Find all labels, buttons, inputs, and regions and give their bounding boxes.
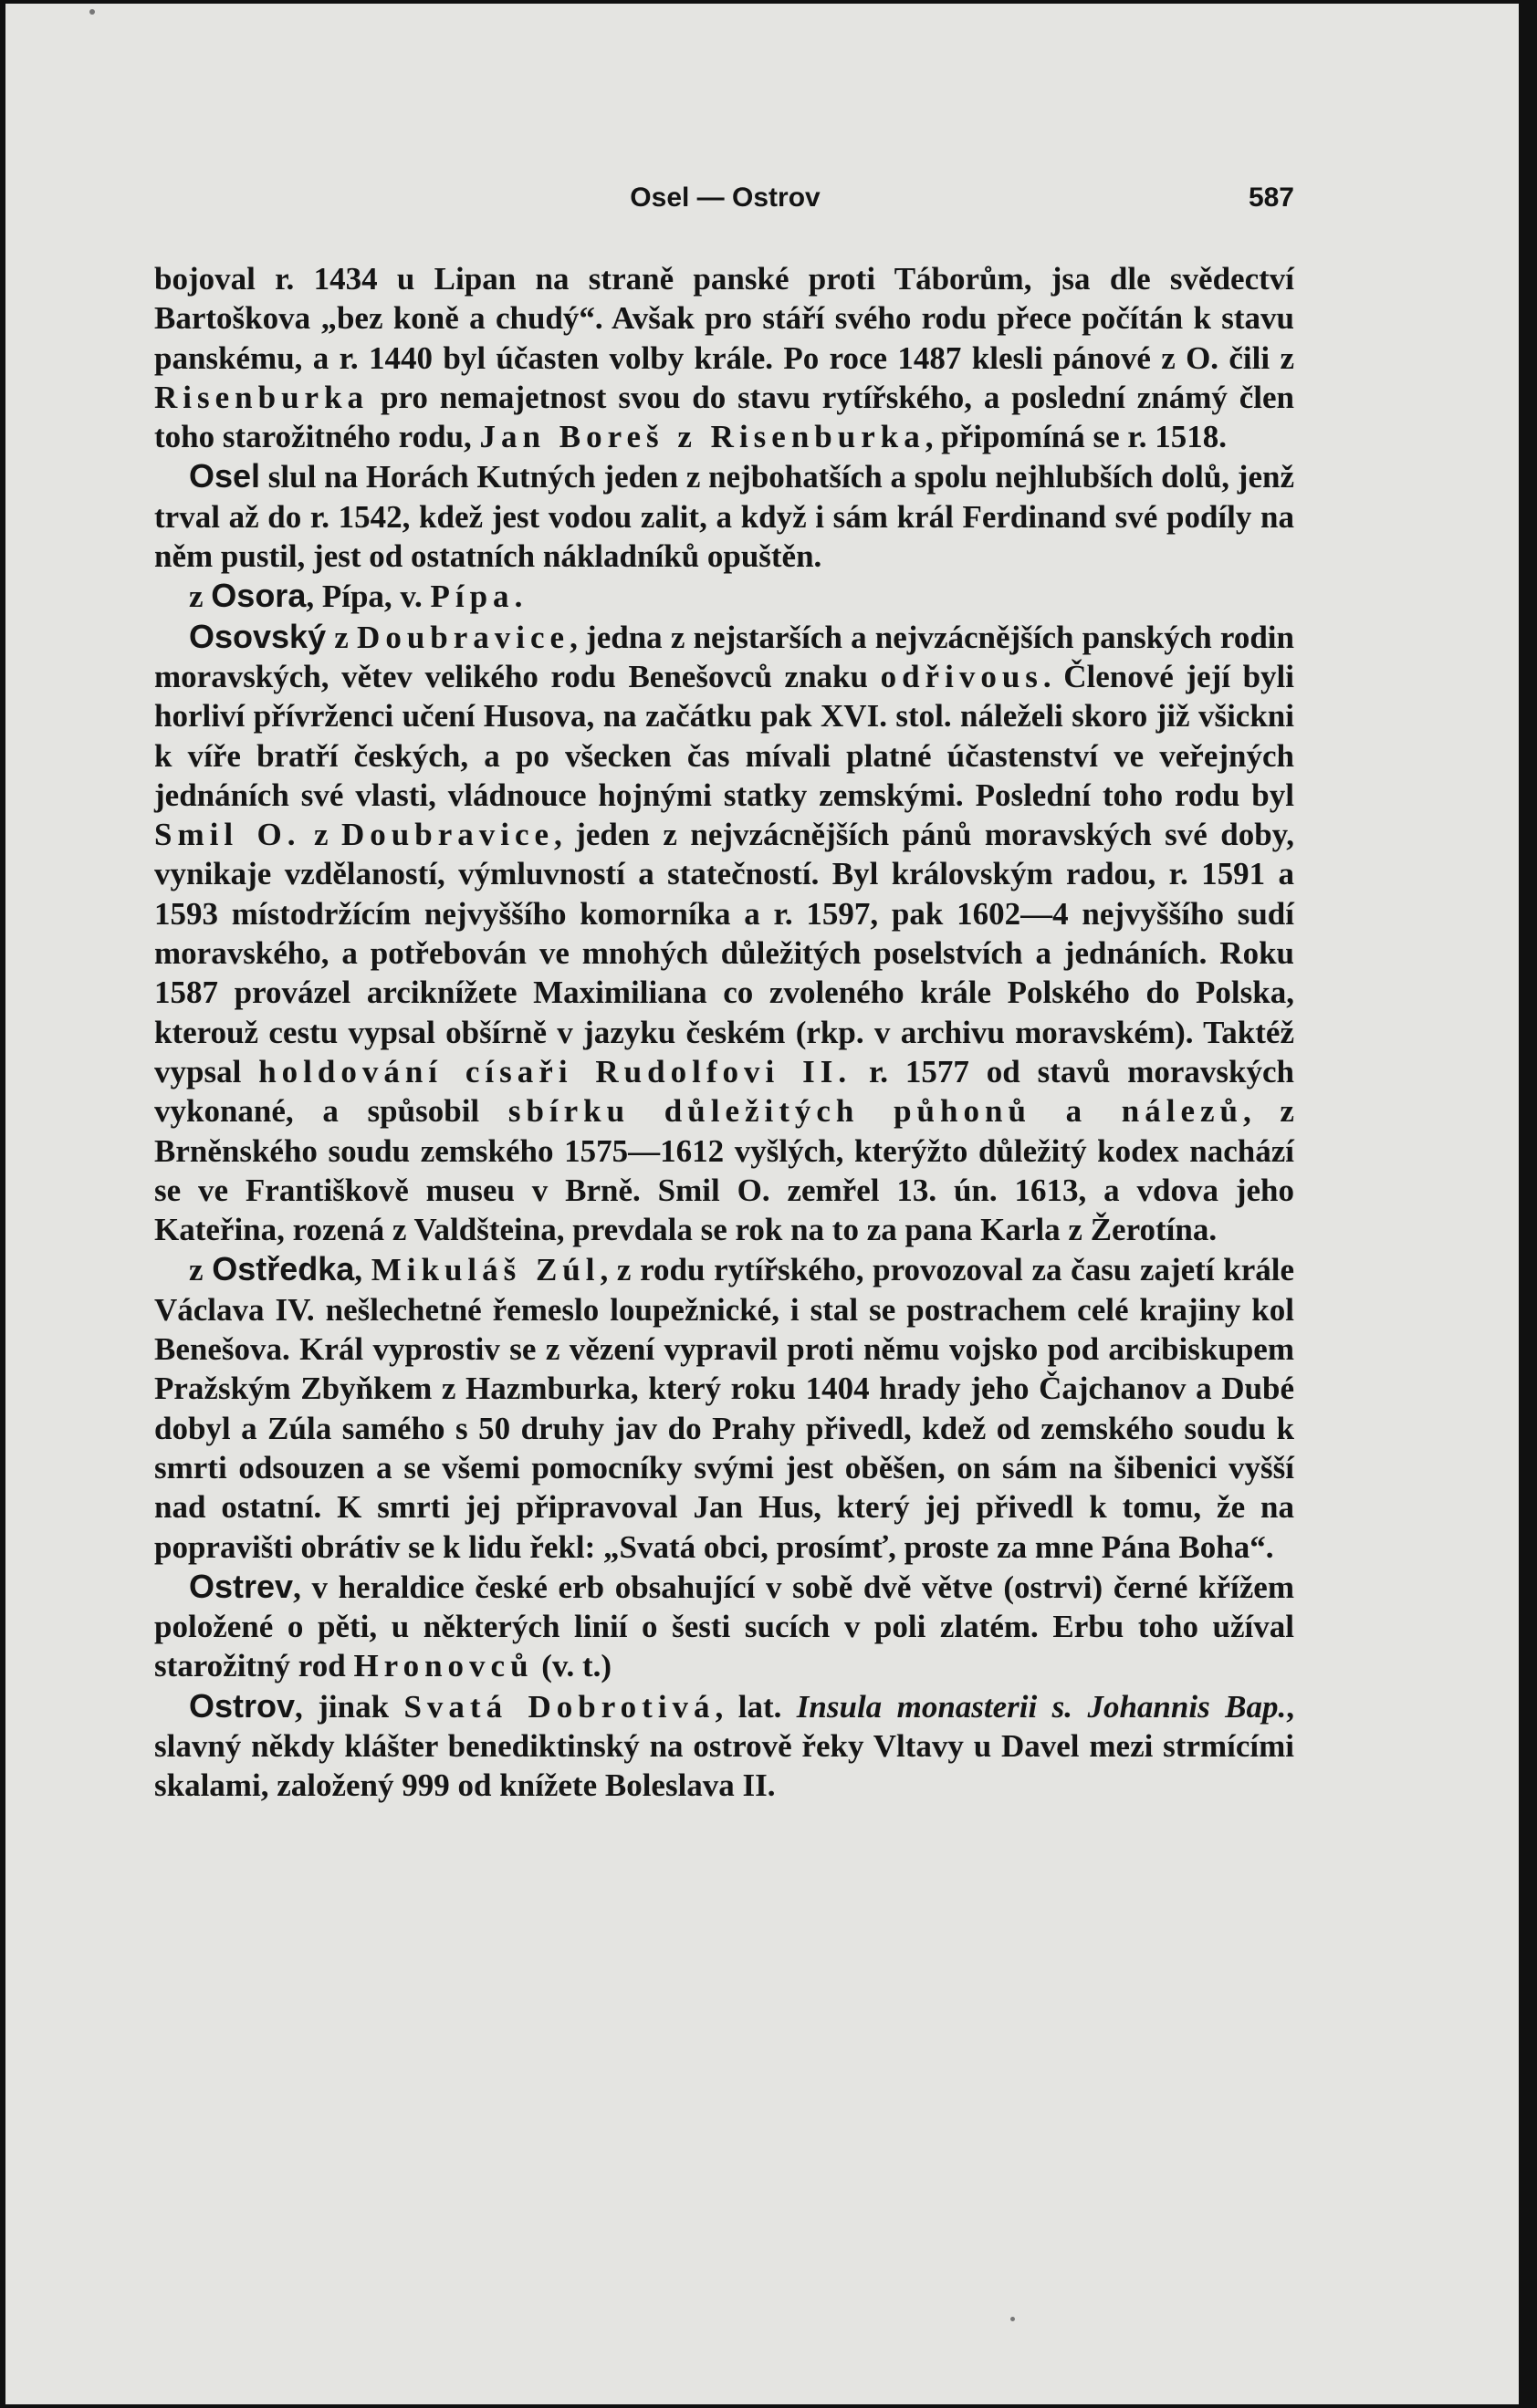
text-run: z bbox=[189, 579, 212, 615]
text-run: . bbox=[514, 579, 523, 615]
entry-ostrev bbox=[154, 1567, 1294, 1686]
text-run: , jeden z nejvzácnějších pánů moravských své doby, vynikaje vzdělaností, výmluvností a statečností. Byl královským radou, r. 1591 a 1593 místodržícím nejvyššího komorníka a r. 1597, pak 1602—4 nejvyššího sudí moravského, a potřebován ve mnohých důležitých poselstvích a jednáních. Roku 1587 provázel arciknížete Maximiliana co zvoleného krále Polského do Polska, kterouž cestu vypsal obšírně v jazyku českém (rkp. v archivu moravském). Taktéž vypsal bbox=[154, 817, 1294, 1089]
entry-lemma: Ostředka bbox=[212, 1250, 355, 1288]
text-run: z bbox=[300, 817, 341, 853]
running-header bbox=[156, 182, 1294, 228]
entry-ostrov bbox=[154, 1686, 1294, 1806]
text-run: , slavný někdy klášter benediktinský na ostrově řeky Vltavy u Davel mezi strmícími skalami, založený 999 od knížete Boleslava II. bbox=[154, 1688, 1294, 1804]
page-header-title: Osel — Ostrov bbox=[630, 182, 821, 213]
text-run: , připomíná se r. 1518. bbox=[925, 419, 1227, 455]
text-run: , lat. bbox=[715, 1688, 797, 1725]
entry-osora bbox=[154, 576, 1294, 616]
paragraph-bojoval bbox=[154, 259, 1294, 456]
scanned-page bbox=[5, 4, 1519, 2404]
text-run: bojoval r. 1434 u Lipan na straně panské proti Táborům, jsa dle svědectví Bartoškova „bez koně a chudý“. Avšak pro stáří svého rodu přece počítán k stavu panskému, a r. 1440 byl účasten volby krále. Po roce 1487 klesli pánové z O. čili z bbox=[154, 261, 1294, 376]
latin-name: Insula monasterii s. Johannis Bap. bbox=[796, 1688, 1287, 1725]
text-run: , jinak bbox=[295, 1688, 404, 1725]
text-run: , jedna z nejstarších a nejvzácnějších panských rodin moravských, větev velikého rodu Benešovců znaku bbox=[154, 619, 1294, 694]
scan-speck bbox=[1010, 2317, 1015, 2321]
text-run: z bbox=[326, 619, 358, 655]
entry-ostredka bbox=[154, 1249, 1294, 1566]
spaced-name: Risenburka bbox=[154, 379, 370, 415]
entry-lemma: Ostrev bbox=[189, 1567, 294, 1605]
text-run: , v heraldice české erb obsahující v sobě dvě větve (ostrvi) černé křížem položené o pěti, u některých linií o šesti sucích v poli zlatém. Erbu toho užíval starožitný rod bbox=[154, 1569, 1294, 1684]
spaced-name: Svatá Dobrotivá bbox=[403, 1688, 716, 1725]
body-text bbox=[154, 259, 1294, 1806]
text-run: slul na Horách Kutných jeden z nejbohatších a spolu nejhlubších dolů, jenž trval až do r. 1542, kdež jest vodou zalit, a když i sám král Ferdinand své podíly na něm pustil, jest od ostatních nákladníků opuštěn. bbox=[154, 459, 1294, 575]
spaced-name: Hronovců bbox=[353, 1648, 534, 1684]
entry-osel bbox=[154, 456, 1294, 576]
spaced-title: sbírku důležitých půhonů a nálezů bbox=[507, 1093, 1243, 1130]
text-run: z bbox=[189, 1252, 213, 1288]
entry-osovsky bbox=[154, 617, 1294, 1250]
text-run: , z rodu rytířského, provozoval za času zajetí krále Václava IV. nešlechetné řemeslo loupežnické, i stal se postrachem celé krajiny kol Benešova. Král vyprostiv se z vězení vypravil proti němu vojsko pod arcibiskupem Pražským Zbyňkem z Hazmburka, který roku 1404 hrady jeho Čajchanov a Dubé dobyl a Zúla samého s 50 druhy jav do Prahy přivedl, kdež od zemského soudu k smrti odsouzen a se všemi pomocníky svými jest oběšen, on sám na šibenici vyšší nad ostatní. K smrti jej připravoval Jan Hus, který jej přivedl k tomu, že na popravišti obrátiv se k lidu řekl: „Svatá obci, prosímť, proste za mne Pána Boha“. bbox=[154, 1252, 1295, 1565]
spaced-name: Doubravice bbox=[357, 619, 570, 655]
text-run: pro nemajetnost svou do stavu rytířského, a poslední známý člen toho starožitného rodu, bbox=[154, 379, 1294, 455]
text-run: , z Brněnského soudu zemského 1575—1612 vyšlých, kterýžto důležitý kodex nachází se ve Františkově museu v Brně. Smil O. zemřel 13. ún. 1613, a vdova jeho Kateřina, rozená z Valdšteina, prevdala se rok na to za pana Karla z Žerotína. bbox=[154, 1093, 1294, 1248]
spaced-name: Jan Boreš z Risenburka bbox=[479, 419, 925, 455]
entry-lemma: Osovský bbox=[189, 617, 327, 655]
page-number: 587 bbox=[1248, 182, 1294, 213]
entry-lemma: Osora bbox=[211, 577, 307, 615]
scan-speck bbox=[89, 9, 95, 15]
text-run: r. 1577 od stavů moravských vykonané, a spůsobil bbox=[154, 1053, 1294, 1130]
spaced-name: odřivous bbox=[880, 658, 1043, 694]
text-run: . Členové její byli horliví přívrženci učení Husova, na začátku pak XVI. stol. náleželi skoro již všickni k víře bratří českých, a po všecken čas mívali platné účastenství ve veřejných jednáních své vlasti, vládnouce hojnými statky zemskými. Poslední toho rodu byl bbox=[154, 658, 1294, 813]
entry-lemma: Osel bbox=[189, 457, 261, 495]
text-run: , bbox=[354, 1252, 371, 1288]
text-run: (v. t.) bbox=[533, 1648, 612, 1684]
entry-lemma: Ostrov bbox=[189, 1686, 296, 1725]
text-run: , Pípa, v. bbox=[306, 579, 431, 615]
spaced-title: holdování císaři Rudolfovi II. bbox=[258, 1053, 852, 1089]
spaced-name: Mikuláš Zúl bbox=[371, 1252, 601, 1288]
spaced-name: Doubravice bbox=[340, 817, 555, 853]
cross-reference: Pípa bbox=[430, 579, 515, 615]
spaced-name: Smil O. bbox=[154, 817, 301, 853]
